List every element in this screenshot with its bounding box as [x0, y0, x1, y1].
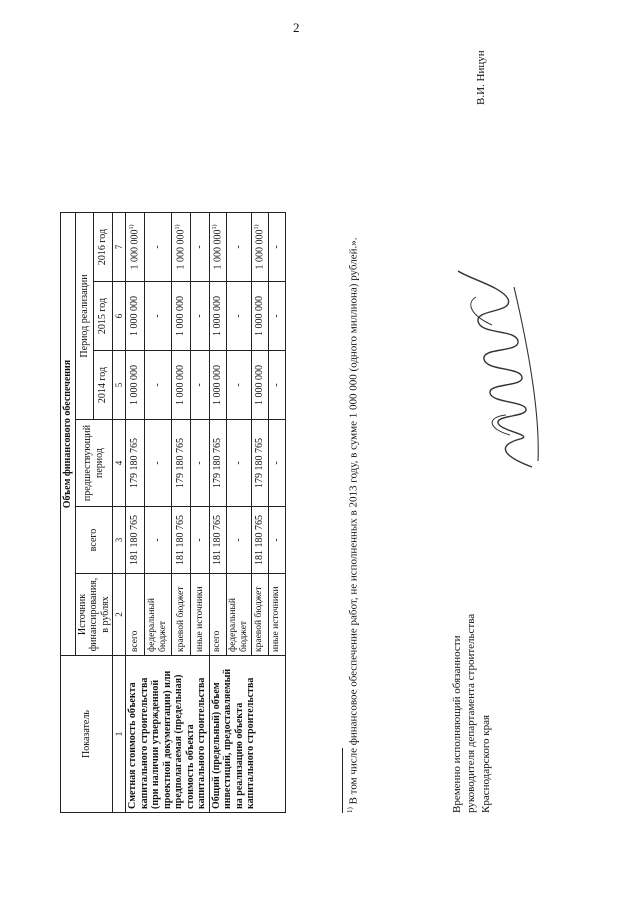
- source-cell: иные источники: [268, 574, 285, 656]
- value-cell: [145, 213, 172, 282]
- value-cell: [191, 420, 210, 507]
- value-cell: [126, 507, 145, 574]
- value-text: -: [152, 245, 164, 249]
- value-cell: [126, 420, 145, 507]
- value-cell: [172, 351, 191, 420]
- value-text: -: [233, 461, 245, 465]
- value-text: 1 000 000: [129, 365, 141, 405]
- value-cell: [172, 420, 191, 507]
- value-text: -: [152, 314, 164, 318]
- value-text: -: [194, 538, 206, 542]
- index-cell: 6: [113, 282, 126, 351]
- value-text: 1 000 000: [129, 229, 141, 270]
- source-cell: всего: [126, 574, 145, 656]
- value-cell: [209, 282, 226, 351]
- value-text: -: [194, 314, 206, 318]
- value-text: -: [152, 461, 164, 465]
- value-cell: [226, 213, 251, 282]
- value-cell: [172, 282, 191, 351]
- value-text: -: [270, 314, 282, 318]
- value-text: 1 000 000: [253, 296, 265, 336]
- value-cell: [268, 351, 285, 420]
- header-period-group: Период реализации: [75, 213, 94, 420]
- value-text: 181 180 765: [175, 515, 187, 565]
- value-text: -: [152, 383, 164, 387]
- value-cell: [209, 351, 226, 420]
- value-cell: [251, 213, 268, 282]
- value-cell: [226, 282, 251, 351]
- value-text: -: [152, 538, 164, 542]
- footnote-text: В том числе финансовое обеспечение работ, не исполненных в 2013 году, в сумме 1 000 000 (одного миллиона) рублей.».: [347, 237, 360, 805]
- value-cell: [191, 282, 210, 351]
- index-cell: 7: [113, 213, 126, 282]
- header-year-2015: 2015 год: [94, 282, 113, 351]
- value-cell: [126, 213, 145, 282]
- source-cell: федеральный бюджет: [145, 574, 172, 656]
- signatory-title-line: Краснодарского края: [479, 714, 492, 813]
- value-cell: [126, 282, 145, 351]
- value-cell: [251, 420, 268, 507]
- value-cell: [226, 507, 251, 574]
- footnote-divider: [342, 748, 343, 813]
- header-indicator: Показатель: [61, 656, 113, 813]
- source-cell: иные источники: [191, 574, 210, 656]
- header-year-2016: 2016 год: [94, 213, 113, 282]
- value-text: 179 180 765: [175, 438, 187, 488]
- source-cell: федеральный бюджет: [226, 574, 251, 656]
- value-cell: [126, 351, 145, 420]
- value-cell: [209, 213, 226, 282]
- value-text: -: [270, 383, 282, 387]
- indicator-cell: Общий (предельный) объем инвестиций, предоставляемый на реализацию объекта капитального строительства: [209, 656, 285, 813]
- handwritten-signature: [440, 265, 560, 475]
- value-cell: [251, 282, 268, 351]
- value-cell: [191, 507, 210, 574]
- value-cell: [145, 351, 172, 420]
- value-text: -: [194, 383, 206, 387]
- value-text: -: [233, 538, 245, 542]
- value-text: 1 000 000: [212, 229, 224, 270]
- financing-table: [60, 212, 286, 813]
- value-text: 179 180 765: [253, 438, 265, 488]
- header-year-2014: 2014 год: [94, 351, 113, 420]
- source-cell: краевой бюджет: [251, 574, 268, 656]
- signatory-name: В.И. Ницун: [475, 50, 487, 105]
- rotated-page-content: [10, 0, 640, 895]
- value-text: 1 000 000: [175, 229, 187, 270]
- index-cell: 3: [113, 507, 126, 574]
- value-text: 1 000 000: [175, 296, 187, 336]
- value-cell: [268, 282, 285, 351]
- value-cell: [209, 507, 226, 574]
- value-cell: [226, 420, 251, 507]
- source-cell: краевой бюджет: [172, 574, 191, 656]
- header-source: Источник финансирования, в рублях: [75, 574, 113, 656]
- value-text: -: [270, 461, 282, 465]
- value-cell: [268, 507, 285, 574]
- value-cell: [226, 351, 251, 420]
- page-number: 2: [293, 20, 300, 35]
- value-cell: [251, 351, 268, 420]
- value-text: 179 180 765: [129, 438, 141, 488]
- table-row: [209, 213, 226, 813]
- header-previous-period: предшествующий период: [75, 420, 113, 507]
- source-cell: всего: [209, 574, 226, 656]
- header-group-financing: Объем финансового обеспечения: [61, 213, 76, 656]
- value-text: 1 000 000: [129, 296, 141, 336]
- financing-table-body: [126, 213, 285, 813]
- value-text: -: [270, 538, 282, 542]
- value-text: 179 180 765: [212, 438, 224, 488]
- index-cell: 4: [113, 420, 126, 507]
- value-text: 181 180 765: [129, 515, 141, 565]
- value-cell: [145, 420, 172, 507]
- value-text: 181 180 765: [212, 515, 224, 565]
- value-cell: [172, 213, 191, 282]
- signatory-title-line: руководителя департамента строительства: [465, 613, 478, 813]
- value-text: 181 180 765: [253, 515, 265, 565]
- value-cell: [209, 420, 226, 507]
- value-text: 1 000 000: [212, 296, 224, 336]
- value-text: -: [194, 245, 206, 249]
- footnote-reference: 1): [175, 224, 182, 230]
- index-cell: 5: [113, 351, 126, 420]
- value-text: -: [233, 314, 245, 318]
- signatory-title-line: Временно исполняющий обязанности: [451, 635, 463, 813]
- value-text: 1 000 000: [253, 365, 265, 405]
- table-row: [126, 213, 145, 813]
- footnote: [346, 238, 360, 813]
- signatory-title: [450, 614, 493, 813]
- value-text: 1 000 000: [212, 365, 224, 405]
- value-cell: [251, 507, 268, 574]
- value-cell: [172, 507, 191, 574]
- footnote-reference: 1): [129, 224, 136, 230]
- value-cell: [268, 213, 285, 282]
- index-cell: 1: [113, 656, 126, 813]
- value-text: -: [194, 461, 206, 465]
- footnote-reference: 1): [211, 224, 218, 230]
- value-cell: [268, 420, 285, 507]
- index-cell: 2: [113, 574, 126, 656]
- value-text: -: [233, 245, 245, 249]
- footnote-marker: 1): [346, 807, 354, 813]
- footnote-reference: 1): [253, 224, 260, 230]
- value-cell: [191, 213, 210, 282]
- value-text: -: [233, 383, 245, 387]
- indicator-cell: Сметная стоимость объекта капитального строительства (при наличии утвержденной проектной документации) или предполагаемая (предельная) стоимость объекта капитального строительства: [126, 656, 210, 813]
- header-total: всего: [75, 507, 113, 574]
- value-text: 1 000 000: [254, 229, 266, 270]
- value-cell: [145, 282, 172, 351]
- value-cell: [145, 507, 172, 574]
- value-cell: [191, 351, 210, 420]
- value-text: -: [270, 245, 282, 249]
- value-text: 1 000 000: [175, 365, 187, 405]
